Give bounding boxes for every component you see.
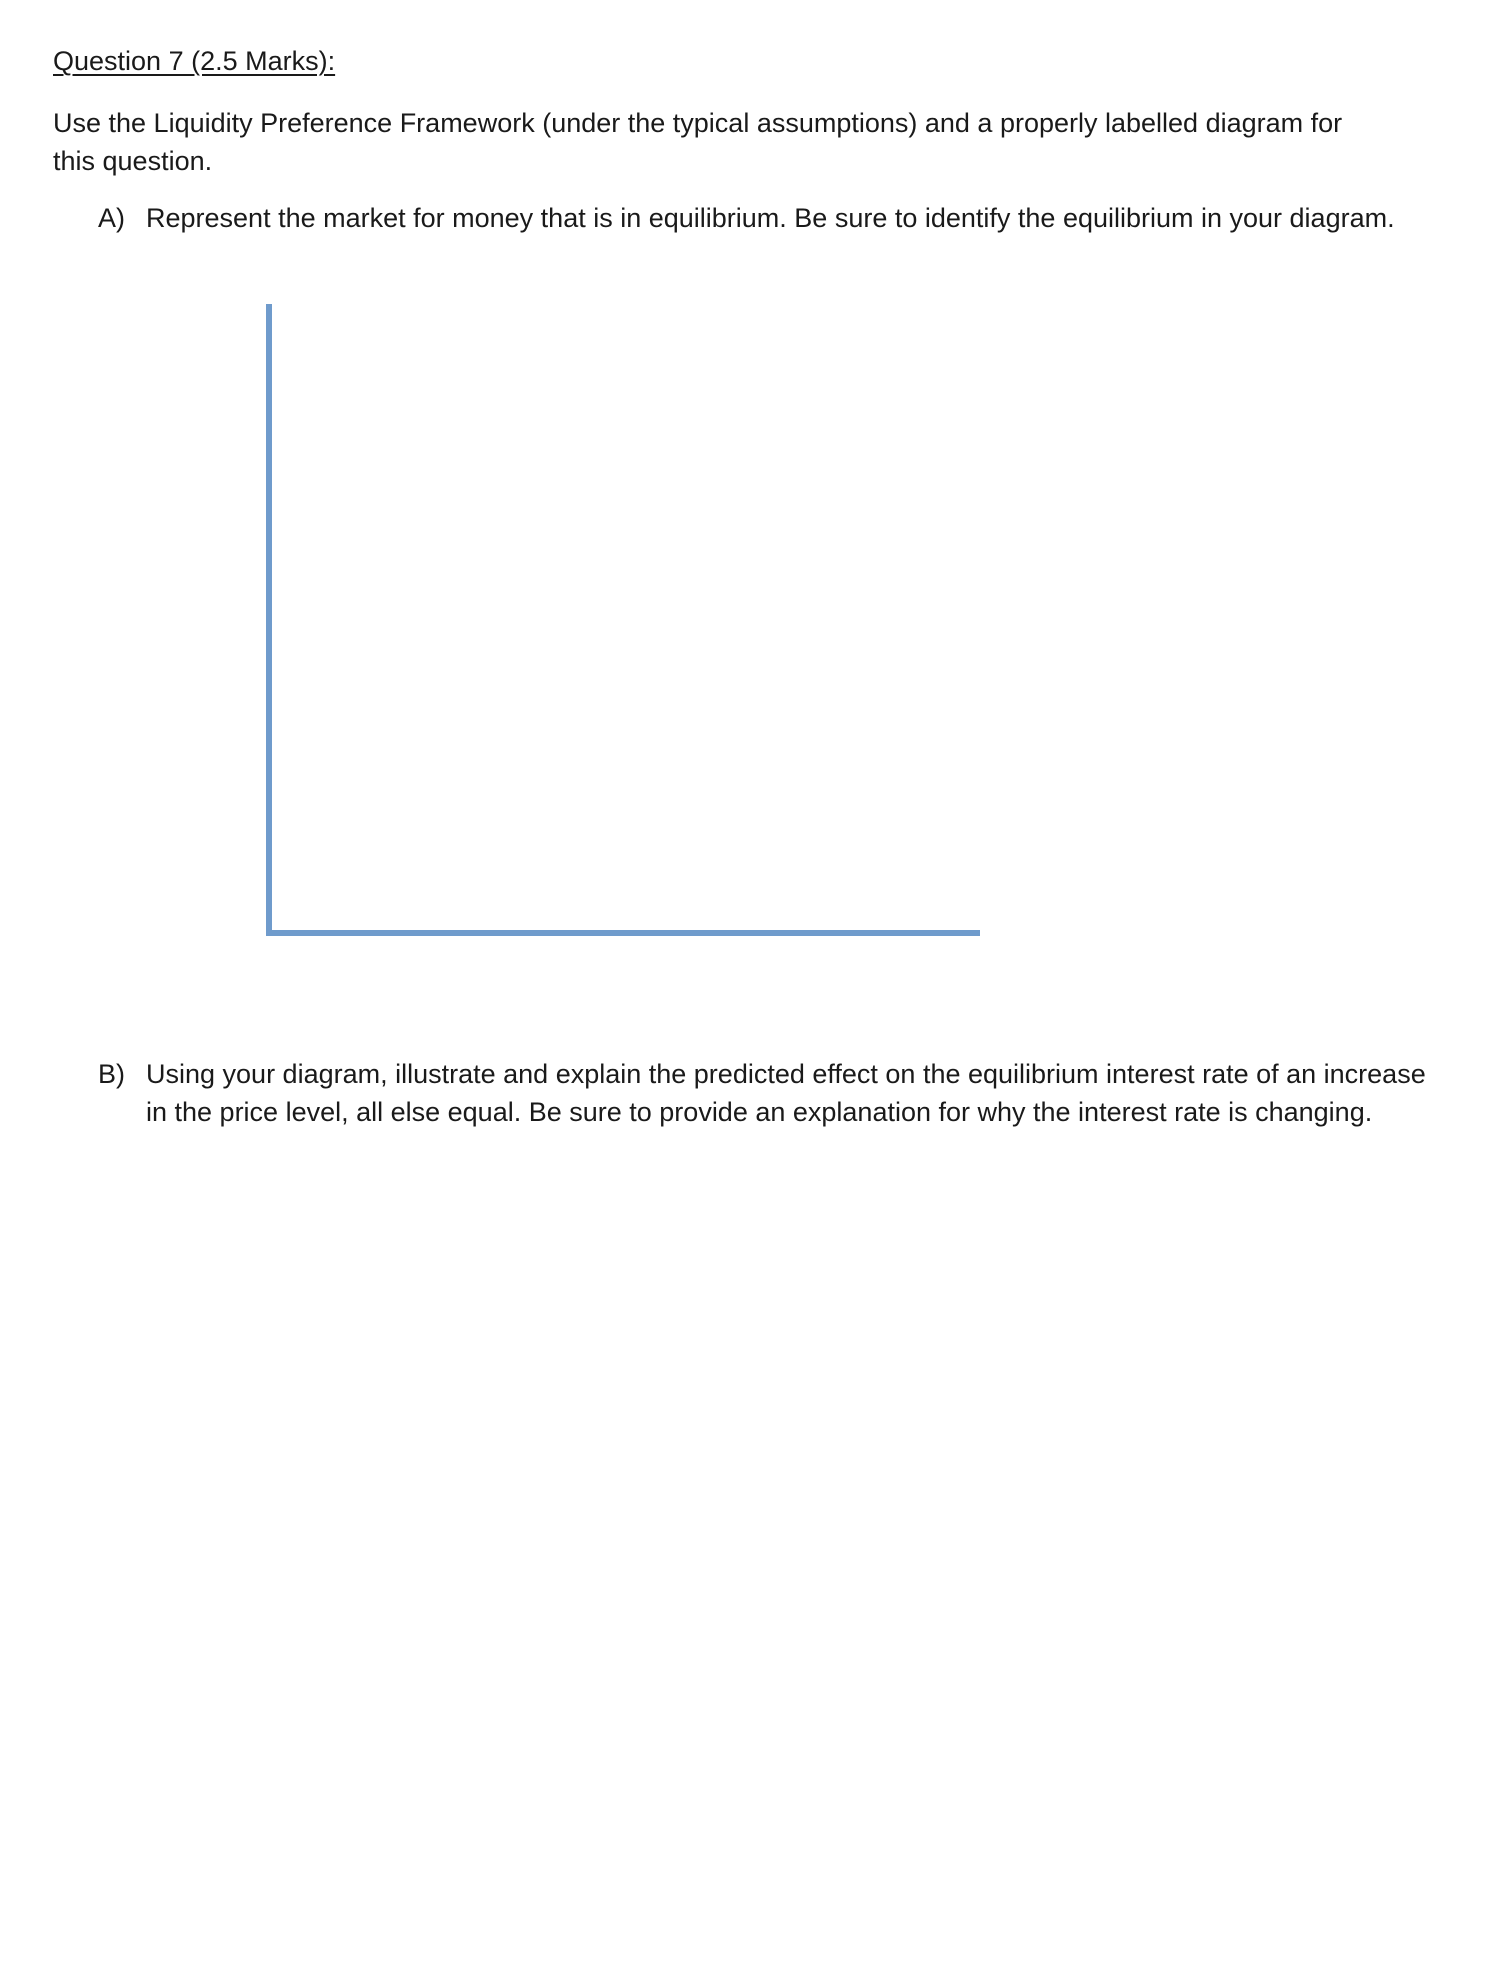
blank-diagram-axes [262,300,1002,950]
part-a [98,199,1428,237]
part-b [98,1055,1428,1131]
question-intro: Use the Liquidity Preference Framework (under the typical assumptions) and a properly labelled diagram for this question. [53,108,1343,176]
part-a-label: A) [98,203,125,233]
question-title: Question 7 (2.5 Marks): [53,46,336,76]
part-b-label: B) [98,1059,125,1089]
part-a-text: Represent the market for money that is in equilibrium. Be sure to identify the equilibrium in your diagram. [146,203,1395,233]
part-b-text: Using your diagram, illustrate and explain the predicted effect on the equilibrium interest rate of an increase in the price level, all else equal. Be sure to provide an explanation for why the interest rate is changing. [146,1059,1426,1127]
